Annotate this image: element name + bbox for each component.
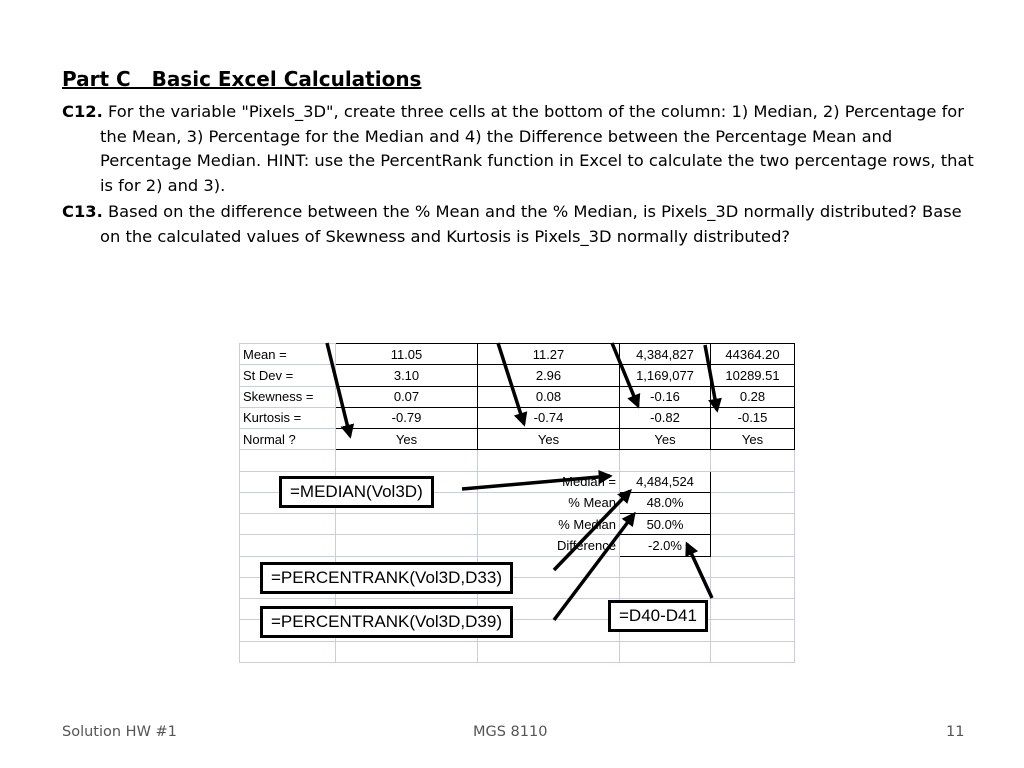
table-cell: -0.15 [711,407,795,428]
arrow-median [462,476,610,489]
table-cell: 1,169,077 [620,365,711,386]
arrow-difference [687,544,712,598]
slide-number: 11 [946,724,965,740]
row-label: Skewness = [240,386,336,407]
row-label: St Dev = [240,365,336,386]
table-cell: 10289.51 [711,365,795,386]
row-label: Kurtosis = [240,407,336,428]
arrow-col2 [498,343,524,424]
footer-center: MGS 8110 [473,724,548,740]
arrow-col1 [327,343,350,436]
table-cell: 0.07 [336,386,478,407]
table-cell: 11.27 [478,344,620,365]
calc-label: % Median [478,514,620,535]
arrow-col3 [612,343,638,406]
calc-label: Median = [478,471,620,492]
table-cell: Yes [478,429,620,450]
question-c12-tag: C12. [62,102,103,121]
table-cell: 0.08 [478,386,620,407]
table-cell: 3.10 [336,365,478,386]
calc-value: 4,484,524 [620,471,711,492]
table-cell: 4,384,827 [620,344,711,365]
table-cell: -0.79 [336,407,478,428]
table-cell: 2.96 [478,365,620,386]
median-formula-callout: =MEDIAN(Vol3D) [279,476,434,508]
slide-title: Part C Basic Excel Calculations [62,67,422,91]
table-cell: 44364.20 [711,344,795,365]
arrow-percentrank1 [554,491,630,570]
question-c12-text: For the variable "Pixels_3D", create three cells at the bottom of the column: 1) Median, 2) Percentage for the Mean, 3) Percentage for the Median and 4) the Difference between the Percentage Mean and Percentage Median. HINT: use the PercentRank function in Excel to calculate the two percentage rows, that is for 2) and 3). [100,102,974,195]
calc-label: % Mean [478,492,620,513]
question-c13-text: Based on the difference between the % Mean and the % Median, is Pixels_3D normally distributed? Base on the calculated values of Skewness and Kurtosis is Pixels_3D normally distributed? [100,202,962,246]
calc-value: -2.0% [620,535,711,556]
calc-label: Difference [478,535,620,556]
row-label: Normal ? [240,429,336,450]
table-cell: -0.82 [620,407,711,428]
table-cell: Yes [711,429,795,450]
question-c13-tag: C13. [62,202,103,221]
table-cell: -0.74 [478,407,620,428]
table-cell: 11.05 [336,344,478,365]
table-cell: -0.16 [620,386,711,407]
calc-value: 50.0% [620,514,711,535]
table-cell: Yes [620,429,711,450]
arrow-col4 [705,345,717,410]
table-cell: 0.28 [711,386,795,407]
table-cell: Yes [336,429,478,450]
percentrank-median-callout: =PERCENTRANK(Vol3D,D39) [260,606,513,638]
percentrank-mean-callout: =PERCENTRANK(Vol3D,D33) [260,562,513,594]
footer-left: Solution HW #1 [62,724,177,740]
difference-formula-callout: =D40-D41 [608,600,708,632]
row-label: Mean = [240,344,336,365]
calc-value: 48.0% [620,492,711,513]
